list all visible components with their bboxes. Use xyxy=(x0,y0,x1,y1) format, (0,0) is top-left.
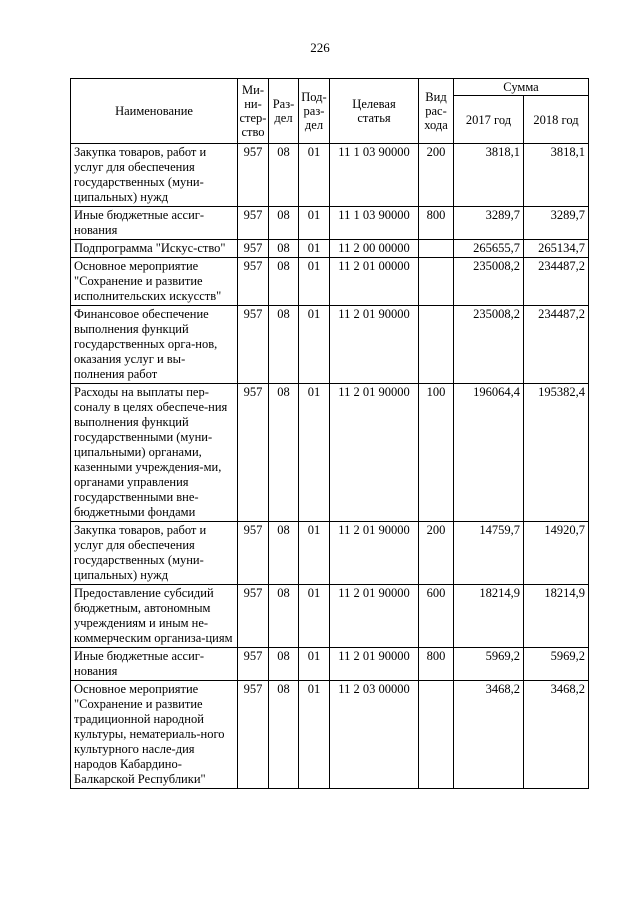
table-row xyxy=(71,681,589,789)
cell-section: 08 xyxy=(269,240,299,258)
cell-sum-2017: 196064,4 xyxy=(454,384,524,522)
cell-sum-2018: 3468,2 xyxy=(524,681,589,789)
cell-ministry: 957 xyxy=(238,144,269,207)
cell-name: Основное мероприятие "Сохранение и развитие традиционной народной культуры, нематериаль-ного культурного насле-дия народов Кабардино-Балкарской Республики" xyxy=(71,681,238,789)
header-section: Раз- дел xyxy=(269,79,299,144)
cell-ministry: 957 xyxy=(238,207,269,240)
cell-sum-2018: 234487,2 xyxy=(524,258,589,306)
cell-ministry: 957 xyxy=(238,240,269,258)
cell-sum-2017: 3818,1 xyxy=(454,144,524,207)
cell-sum-2017: 18214,9 xyxy=(454,585,524,648)
cell-sum-2018: 18214,9 xyxy=(524,585,589,648)
cell-name: Предоставление субсидий бюджетным, автономным учреждениям и иным не-коммерческим организа-циям xyxy=(71,585,238,648)
cell-target: 11 2 01 90000 xyxy=(330,384,419,522)
cell-sum-2018: 195382,4 xyxy=(524,384,589,522)
cell-subsection: 01 xyxy=(299,648,330,681)
cell-subsection: 01 xyxy=(299,522,330,585)
cell-section: 08 xyxy=(269,681,299,789)
cell-ministry: 957 xyxy=(238,681,269,789)
cell-ministry: 957 xyxy=(238,306,269,384)
cell-name: Закупка товаров, работ и услуг для обеспечения государственных (муни-ципальных) нужд xyxy=(71,144,238,207)
cell-sum-2017: 3289,7 xyxy=(454,207,524,240)
cell-subsection: 01 xyxy=(299,306,330,384)
cell-section: 08 xyxy=(269,585,299,648)
page-number: 226 xyxy=(310,40,330,55)
cell-expense-type xyxy=(419,240,454,258)
table-row xyxy=(71,240,589,258)
table-row xyxy=(71,384,589,522)
cell-section: 08 xyxy=(269,306,299,384)
table-header xyxy=(71,79,589,144)
cell-name: Основное мероприятие "Сохранение и развитие исполнительских искусств" xyxy=(71,258,238,306)
cell-expense-type: 800 xyxy=(419,207,454,240)
cell-sum-2017: 3468,2 xyxy=(454,681,524,789)
header-subsection: Под- раз- дел xyxy=(299,79,330,144)
header-expense-type: Вид рас- хода xyxy=(419,79,454,144)
cell-sum-2017: 235008,2 xyxy=(454,258,524,306)
cell-sum-2018: 14920,7 xyxy=(524,522,589,585)
cell-ministry: 957 xyxy=(238,384,269,522)
cell-expense-type: 200 xyxy=(419,144,454,207)
cell-section: 08 xyxy=(269,648,299,681)
header-name: Наименование xyxy=(71,79,238,144)
cell-section: 08 xyxy=(269,144,299,207)
cell-section: 08 xyxy=(269,258,299,306)
cell-ministry: 957 xyxy=(238,522,269,585)
cell-sum-2018: 3818,1 xyxy=(524,144,589,207)
cell-expense-type: 600 xyxy=(419,585,454,648)
cell-target: 11 1 03 90000 xyxy=(330,207,419,240)
cell-expense-type xyxy=(419,258,454,306)
cell-sum-2018: 5969,2 xyxy=(524,648,589,681)
cell-subsection: 01 xyxy=(299,258,330,306)
table-row xyxy=(71,258,589,306)
budget-table xyxy=(70,78,589,789)
header-sum: Сумма xyxy=(454,79,589,96)
table-row xyxy=(71,648,589,681)
table-row xyxy=(71,144,589,207)
cell-ministry: 957 xyxy=(238,258,269,306)
cell-expense-type: 200 xyxy=(419,522,454,585)
cell-expense-type: 100 xyxy=(419,384,454,522)
cell-sum-2018: 234487,2 xyxy=(524,306,589,384)
table-row xyxy=(71,306,589,384)
cell-expense-type: 800 xyxy=(419,648,454,681)
cell-target: 11 2 01 90000 xyxy=(330,522,419,585)
cell-section: 08 xyxy=(269,522,299,585)
cell-ministry: 957 xyxy=(238,648,269,681)
cell-subsection: 01 xyxy=(299,384,330,522)
cell-target: 11 2 00 00000 xyxy=(330,240,419,258)
cell-name: Подпрограмма "Искус-ство" xyxy=(71,240,238,258)
cell-sum-2018: 3289,7 xyxy=(524,207,589,240)
cell-subsection: 01 xyxy=(299,585,330,648)
cell-sum-2017: 235008,2 xyxy=(454,306,524,384)
cell-sum-2018: 265134,7 xyxy=(524,240,589,258)
cell-subsection: 01 xyxy=(299,240,330,258)
cell-target: 11 2 01 90000 xyxy=(330,585,419,648)
header-year-2018: 2018 год xyxy=(524,96,589,144)
cell-expense-type xyxy=(419,681,454,789)
cell-subsection: 01 xyxy=(299,207,330,240)
table-body xyxy=(71,144,589,789)
header-target: Целевая статья xyxy=(330,79,419,144)
cell-section: 08 xyxy=(269,207,299,240)
cell-target: 11 2 01 00000 xyxy=(330,258,419,306)
cell-name: Закупка товаров, работ и услуг для обеспечения государственных (муни-ципальных) нужд xyxy=(71,522,238,585)
cell-subsection: 01 xyxy=(299,144,330,207)
header-year-2017: 2017 год xyxy=(454,96,524,144)
table-row xyxy=(71,585,589,648)
cell-target: 11 2 01 90000 xyxy=(330,306,419,384)
cell-sum-2017: 265655,7 xyxy=(454,240,524,258)
header-ministry: Ми- ни- стер- ство xyxy=(238,79,269,144)
cell-target: 11 2 01 90000 xyxy=(330,648,419,681)
cell-name: Иные бюджетные ассиг-нования xyxy=(71,648,238,681)
cell-subsection: 01 xyxy=(299,681,330,789)
cell-ministry: 957 xyxy=(238,585,269,648)
table-row xyxy=(71,522,589,585)
cell-name: Финансовое обеспечение выполнения функций государственных орга-нов, оказания услуг и вы-полнения работ xyxy=(71,306,238,384)
cell-expense-type xyxy=(419,306,454,384)
cell-sum-2017: 5969,2 xyxy=(454,648,524,681)
cell-section: 08 xyxy=(269,384,299,522)
cell-name: Иные бюджетные ассиг-нования xyxy=(71,207,238,240)
cell-target: 11 2 03 00000 xyxy=(330,681,419,789)
table-row xyxy=(71,207,589,240)
cell-sum-2017: 14759,7 xyxy=(454,522,524,585)
cell-name: Расходы на выплаты пер-соналу в целях обеспече-ния выполнения функций государственными (муни-ципальными) органами, казенными учреждения-ми, органами управления государственными вне-бюджетными фондами xyxy=(71,384,238,522)
cell-target: 11 1 03 90000 xyxy=(330,144,419,207)
